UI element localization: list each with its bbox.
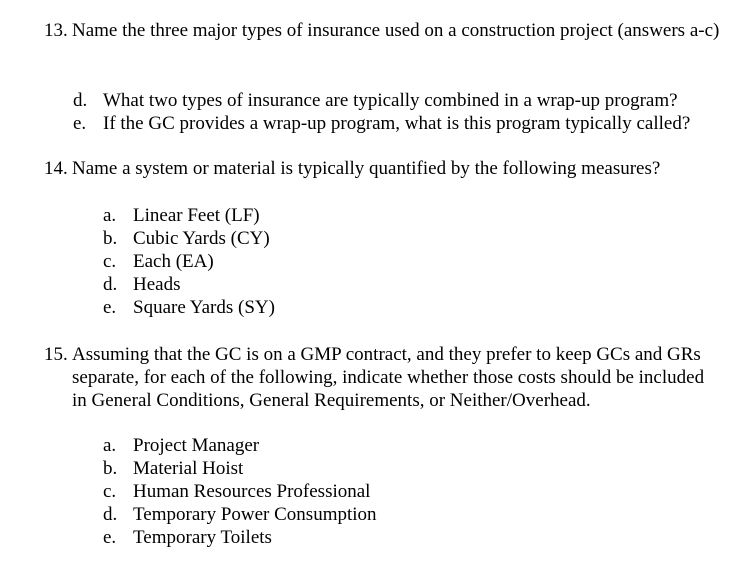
item-label: d. [103, 504, 118, 525]
q13-item-e [73, 112, 690, 135]
question-text: Assuming that the GC is on a GMP contract, and they prefer to keep GCs and GRs separate, for each of the following, indicate whether those costs should be included in General Conditions, General Requirements, or Neither/Overhead. [72, 344, 705, 411]
question-13 [44, 19, 734, 42]
question-number: 15. [44, 344, 68, 365]
q15-item-b [103, 457, 243, 480]
item-label: c. [103, 251, 117, 272]
item-text: Each (EA) [133, 251, 214, 272]
item-text: Linear Feet (LF) [133, 205, 260, 226]
q15-item-d [103, 503, 377, 526]
question-15 [44, 343, 734, 412]
question-number: 14. [44, 158, 68, 179]
item-label: a. [103, 205, 117, 226]
q15-item-a [103, 434, 259, 457]
question-number: 13. [44, 20, 68, 41]
item-text: Material Hoist [133, 458, 244, 479]
item-label: b. [103, 228, 118, 249]
q14-item-b [103, 227, 270, 250]
q14-item-e [103, 296, 275, 319]
q15-item-c [103, 480, 370, 503]
item-text: If the GC provides a wrap-up program, what is this program typically called? [103, 113, 691, 134]
item-label: e. [103, 297, 117, 318]
item-label: a. [103, 435, 117, 456]
item-text: Human Resources Professional [133, 481, 371, 502]
item-text: Heads [133, 274, 181, 295]
item-text: Temporary Power Consumption [133, 504, 377, 525]
item-label: b. [103, 458, 118, 479]
question-text: Name the three major types of insurance used on a construction project (answers a-c) [72, 20, 720, 41]
item-text: Temporary Toilets [133, 527, 272, 548]
question-14 [44, 157, 734, 180]
question-text: Name a system or material is typically quantified by the following measures? [72, 158, 661, 179]
item-text: Cubic Yards (CY) [133, 228, 270, 249]
q14-item-a [103, 204, 260, 227]
item-label: e. [103, 527, 117, 548]
item-text: Project Manager [133, 435, 260, 456]
item-label: c. [103, 481, 117, 502]
item-label: d. [103, 274, 118, 295]
q14-item-d [103, 273, 180, 296]
q14-item-c [103, 250, 214, 273]
q13-item-d [73, 89, 678, 112]
item-text: Square Yards (SY) [133, 297, 275, 318]
q15-item-e [103, 526, 272, 549]
item-label: e. [73, 113, 87, 134]
item-label: d. [73, 90, 88, 111]
item-text: What two types of insurance are typically combined in a wrap-up program? [103, 90, 678, 111]
